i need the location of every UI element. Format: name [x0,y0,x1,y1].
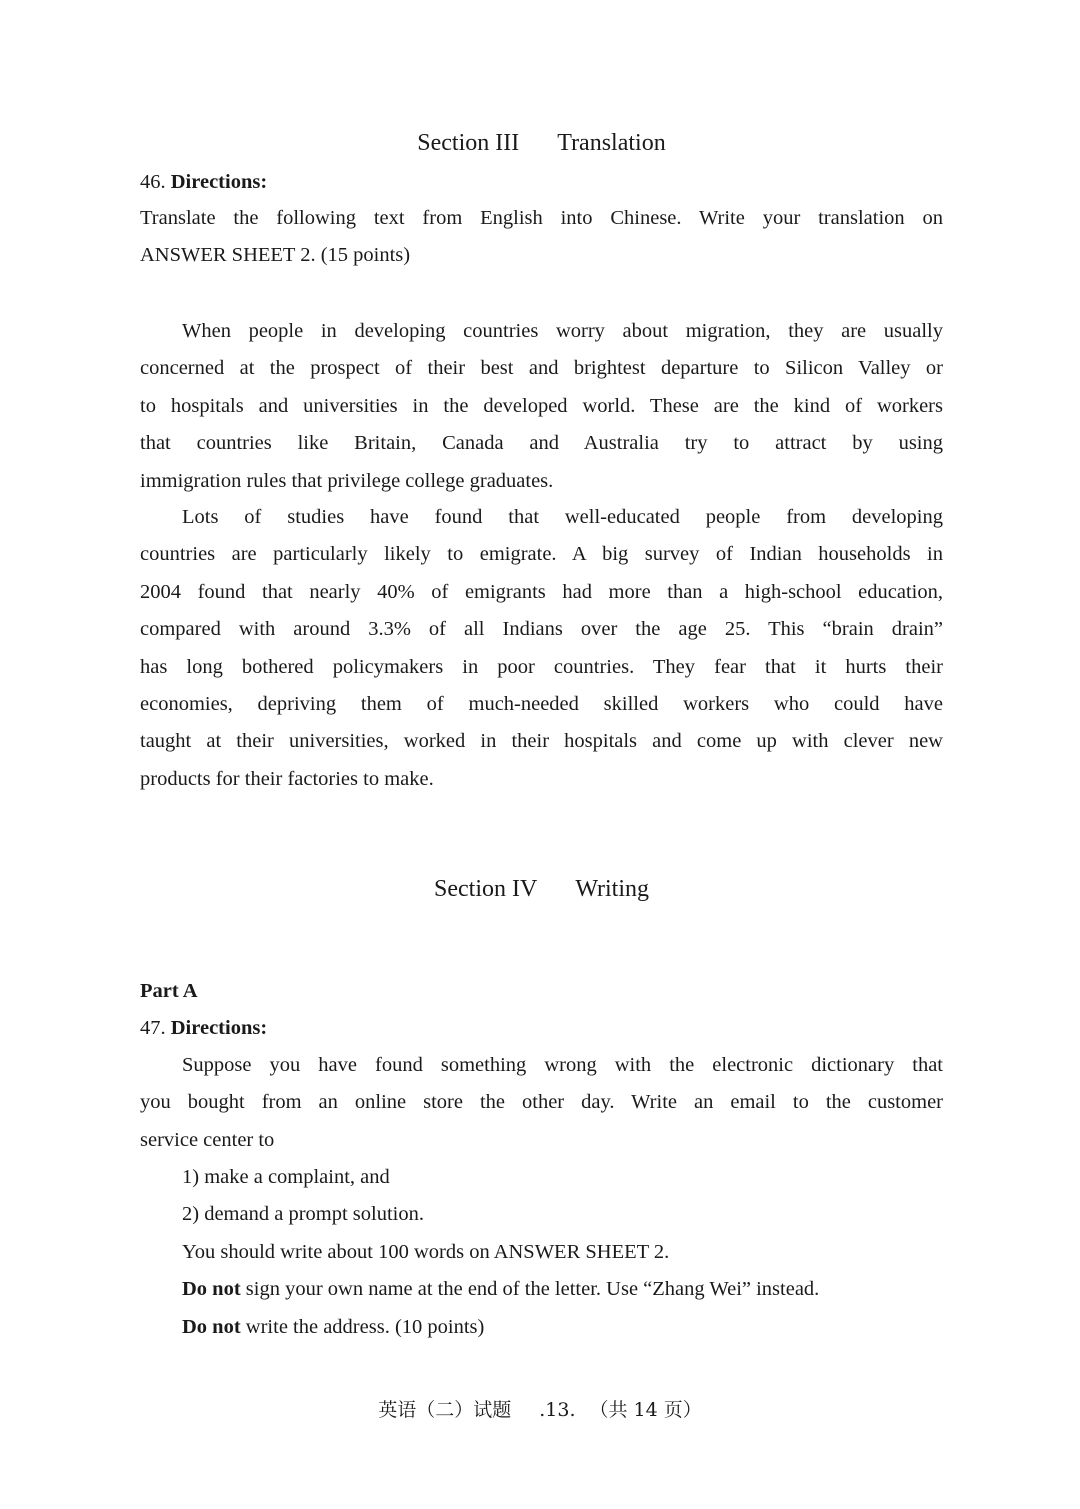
address-note-bold: Do not [182,1315,241,1338]
paragraph-line: that countries like Britain, Canada and Australia try to attract by using [140,432,943,455]
paragraph-line: When people in developing countries worry about migration, they are usually [182,320,943,342]
signature-note-bold: Do not [182,1278,241,1301]
paragraph-line: countries are particularly likely to emigrate. A big survey of Indian households in [140,543,943,566]
page-footer [0,1396,1080,1424]
address-note [140,1309,943,1346]
footer-page-number: .13. [539,1399,576,1421]
paragraph-line: service center to [140,1128,275,1151]
section-3-name: Translation [557,130,666,156]
signature-note [140,1271,943,1308]
instruction-line: ANSWER SHEET 2. (15 points) [140,244,411,267]
requirement-item-1: 1) make a complaint, and [182,1166,390,1188]
question-47-heading [140,1010,943,1047]
section-4-label: Section IV [434,876,538,902]
footer-subject: 英语（二）试题 [378,1399,512,1421]
translation-paragraph-2 [140,499,943,798]
paragraph-line: to hospitals and universities in the developed world. These are the kind of workers [140,394,943,417]
paragraph-line: products for their factories to make. [140,767,434,790]
question-46-instruction [140,200,943,275]
section-4-title [140,874,943,904]
paragraph-line: you bought from an online store the other day. Write an email to the customer [140,1091,943,1114]
paragraph-line: 2004 found that nearly 40% of emigrants had more than a high-school education, [140,580,943,603]
footer-total-pages: （共 14 页） [589,1399,702,1421]
writing-prompt-paragraph [140,1047,943,1159]
instruction-line: Translate the following text from English into Chinese. Write your translation on [140,207,943,229]
question-46-number: 46. [140,171,166,193]
translation-paragraph-1 [140,313,943,500]
paragraph-line: Suppose you have found something wrong with the electronic dictionary that [182,1054,943,1076]
question-47-directions-label: Directions: [170,1017,268,1039]
paragraph-line: has long bothered policymakers in poor countries. They fear that it hurts their [140,655,943,678]
signature-note-text: sign your own name at the end of the letter. Use “Zhang Wei” instead. [240,1278,820,1301]
paragraph-line: taught at their universities, worked in their hospitals and come up with clever new [140,730,943,753]
paragraph-line: economies, depriving them of much-needed skilled workers who could have [140,693,943,716]
paragraph-line: compared with around 3.3% of all Indians over the age 25. This “brain drain” [140,618,943,641]
address-note-text: write the address. (10 points) [240,1315,485,1338]
section-4-name: Writing [575,876,649,902]
question-46-heading [140,164,943,201]
requirement-item-2: 2) demand a prompt solution. [182,1203,424,1226]
question-46-directions-label: Directions: [170,171,268,193]
section-3-title [140,128,943,158]
writing-requirements [140,1159,943,1346]
part-a-heading: Part A [140,980,198,1002]
paragraph-line: immigration rules that privilege college graduates. [140,469,554,492]
section-3-label: Section III [417,130,520,156]
exam-page [140,0,943,1509]
word-count-note: You should write about 100 words on ANSWER SHEET 2. [182,1240,670,1263]
paragraph-line: Lots of studies have found that well-educated people from developing [182,506,943,528]
question-47-number: 47. [140,1017,166,1039]
paragraph-line: concerned at the prospect of their best and brightest departure to Silicon Valley or [140,357,943,380]
